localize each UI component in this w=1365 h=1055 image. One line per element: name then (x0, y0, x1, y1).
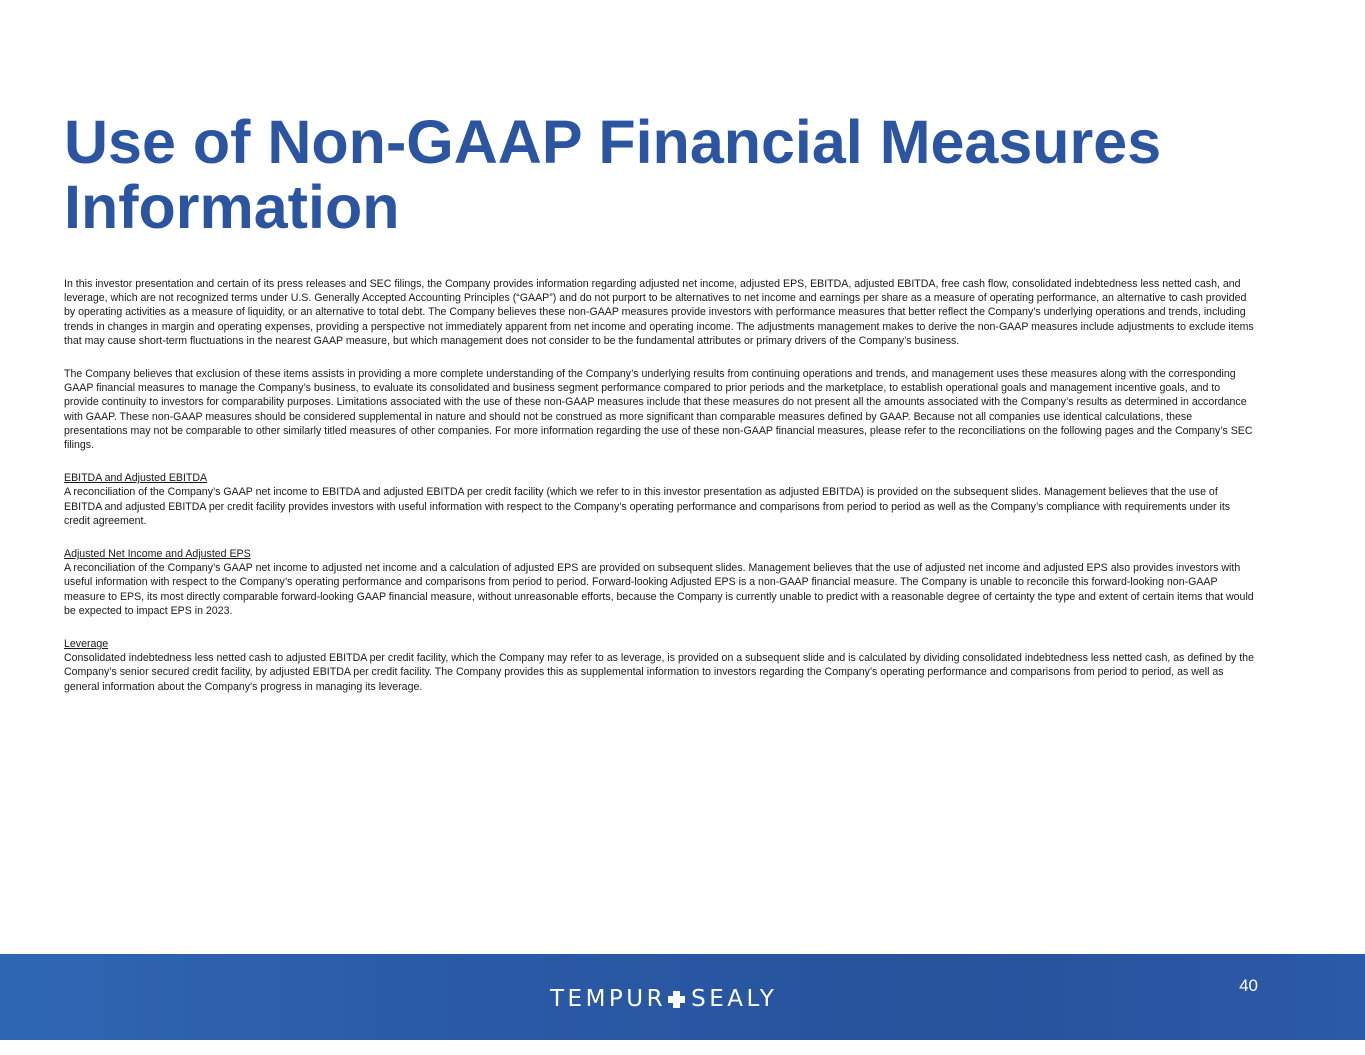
brand-logo (550, 984, 777, 1014)
brand-right-word: SEALY (691, 986, 778, 1012)
ebitda-section (64, 471, 1254, 528)
ebitda-body: A reconciliation of the Company’s GAAP net income to EBITDA and adjusted EBITDA per credit facility (which we refer to in this investor presentation as adjusted EBITDA) is provided on the subsequent slides. Management believes that the use of EBITDA and adjusted EBITDA per credit facility provides investors with useful information with respect to the Company’s operating performance and comparisons from period to period as well as the Company’s compliance with requirements under its credit agreement. (64, 486, 1231, 527)
ebitda-heading: EBITDA and Adjusted EBITDA (64, 472, 208, 485)
page-number: 40 (1239, 976, 1258, 995)
slide-title (64, 110, 1304, 240)
leverage-section (64, 637, 1254, 694)
leverage-heading: Leverage (64, 638, 109, 651)
exclusion-paragraph: The Company believes that exclusion of these items assists in providing a more complete understanding of the Company’s underlying results from continuing operations and trends, and management uses these measures along with the corresponding GAAP financial measures to manage the Company’s business, to evaluate its consolidated and business segment performance compared to prior periods and the marketplace, to establish operational goals and management incentive goals, and to provide continuity to investors for comparability purposes. Limitations associated with the use of these non-GAAP measures include that these measures do not present all the amounts associated with the Company’s results as determined in accordance with GAAP. These non-GAAP measures should be considered supplemental in nature and should not be construed as more significant than comparable measures defined by GAAP. Because not all companies use identical calculations, these presentations may not be comparable to other similarly titled measures of other companies. For more information regarding the use of these non-GAAP financial measures, please refer to the reconciliations on the following pages and the Company’s SEC filings. (64, 368, 1253, 452)
adjusted-net-income-body: A reconciliation of the Company’s GAAP net income to adjusted net income and a calculation of adjusted EPS are provided on subsequent slides. Management believes that the use of adjusted net income and adjusted EPS also provides investors with useful information with respect to the Company’s operating performance and comparisons from period to period. Forward-looking Adjusted EPS is a non-GAAP financial measure. The Company is unable to reconcile this forward-looking non-GAAP measure to EPS, its most directly comparable forward-looking GAAP financial measure, without unreasonable efforts, because the Company is currently unable to predict with a reasonable degree of certainty the type and extent of certain items that would be expected to impact EPS in 2023. (64, 562, 1254, 617)
intro-paragraph: In this investor presentation and certain of its press releases and SEC filings, the Company provides information regarding adjusted net income, adjusted EPS, EBITDA, adjusted EBITDA, free cash flow, consolidated indebtedness less netted cash, and leverage, which are not recognized terms under U.S. Generally Accepted Accounting Principles (“GAAP”) and do not purport to be alternatives to net income and earnings per share as a measure of operating performance, an alternative to cash provided by operating activities as a measure of liquidity, or an alternative to total debt. The Company believes these non-GAAP measures provide investors with performance measures that better reflect the Company’s underlying operations and trends, including trends in changes in margin and operating expenses, providing a perspective not immediately apparent from net income and operating income. The adjustments management makes to derive the non-GAAP measures include adjustments to exclude items that may cause short-term fluctuations in the nearest GAAP measure, but which management does not consider to be the fundamental attributes or primary drivers of the Company’s business. (64, 278, 1254, 347)
leverage-body: Consolidated indebtedness less netted cash to adjusted EBITDA per credit facility, which the Company may refer to as leverage, is provided on a subsequent slide and is calculated by dividing consolidated indebtedness less netted cash, as defined by the Company’s senior secured credit facility, by adjusted EBITDA per credit facility. The Company provides this as supplemental information to investors regarding the Company’s operating performance and comparisons from period to period, as well as general information about the Company's progress in managing its leverage. (64, 652, 1254, 693)
footer-band (0, 954, 1365, 1040)
brand-left-word: TEMPUR (550, 986, 667, 1012)
slide-title-line1: Use of Non-GAAP Financial Measures (64, 108, 1162, 176)
slide-body (64, 277, 1254, 713)
adjusted-net-income-section (64, 547, 1254, 618)
slide-title-line2: Information (64, 173, 400, 241)
plus-icon (668, 991, 685, 1008)
adjusted-net-income-heading: Adjusted Net Income and Adjusted EPS (64, 548, 251, 561)
